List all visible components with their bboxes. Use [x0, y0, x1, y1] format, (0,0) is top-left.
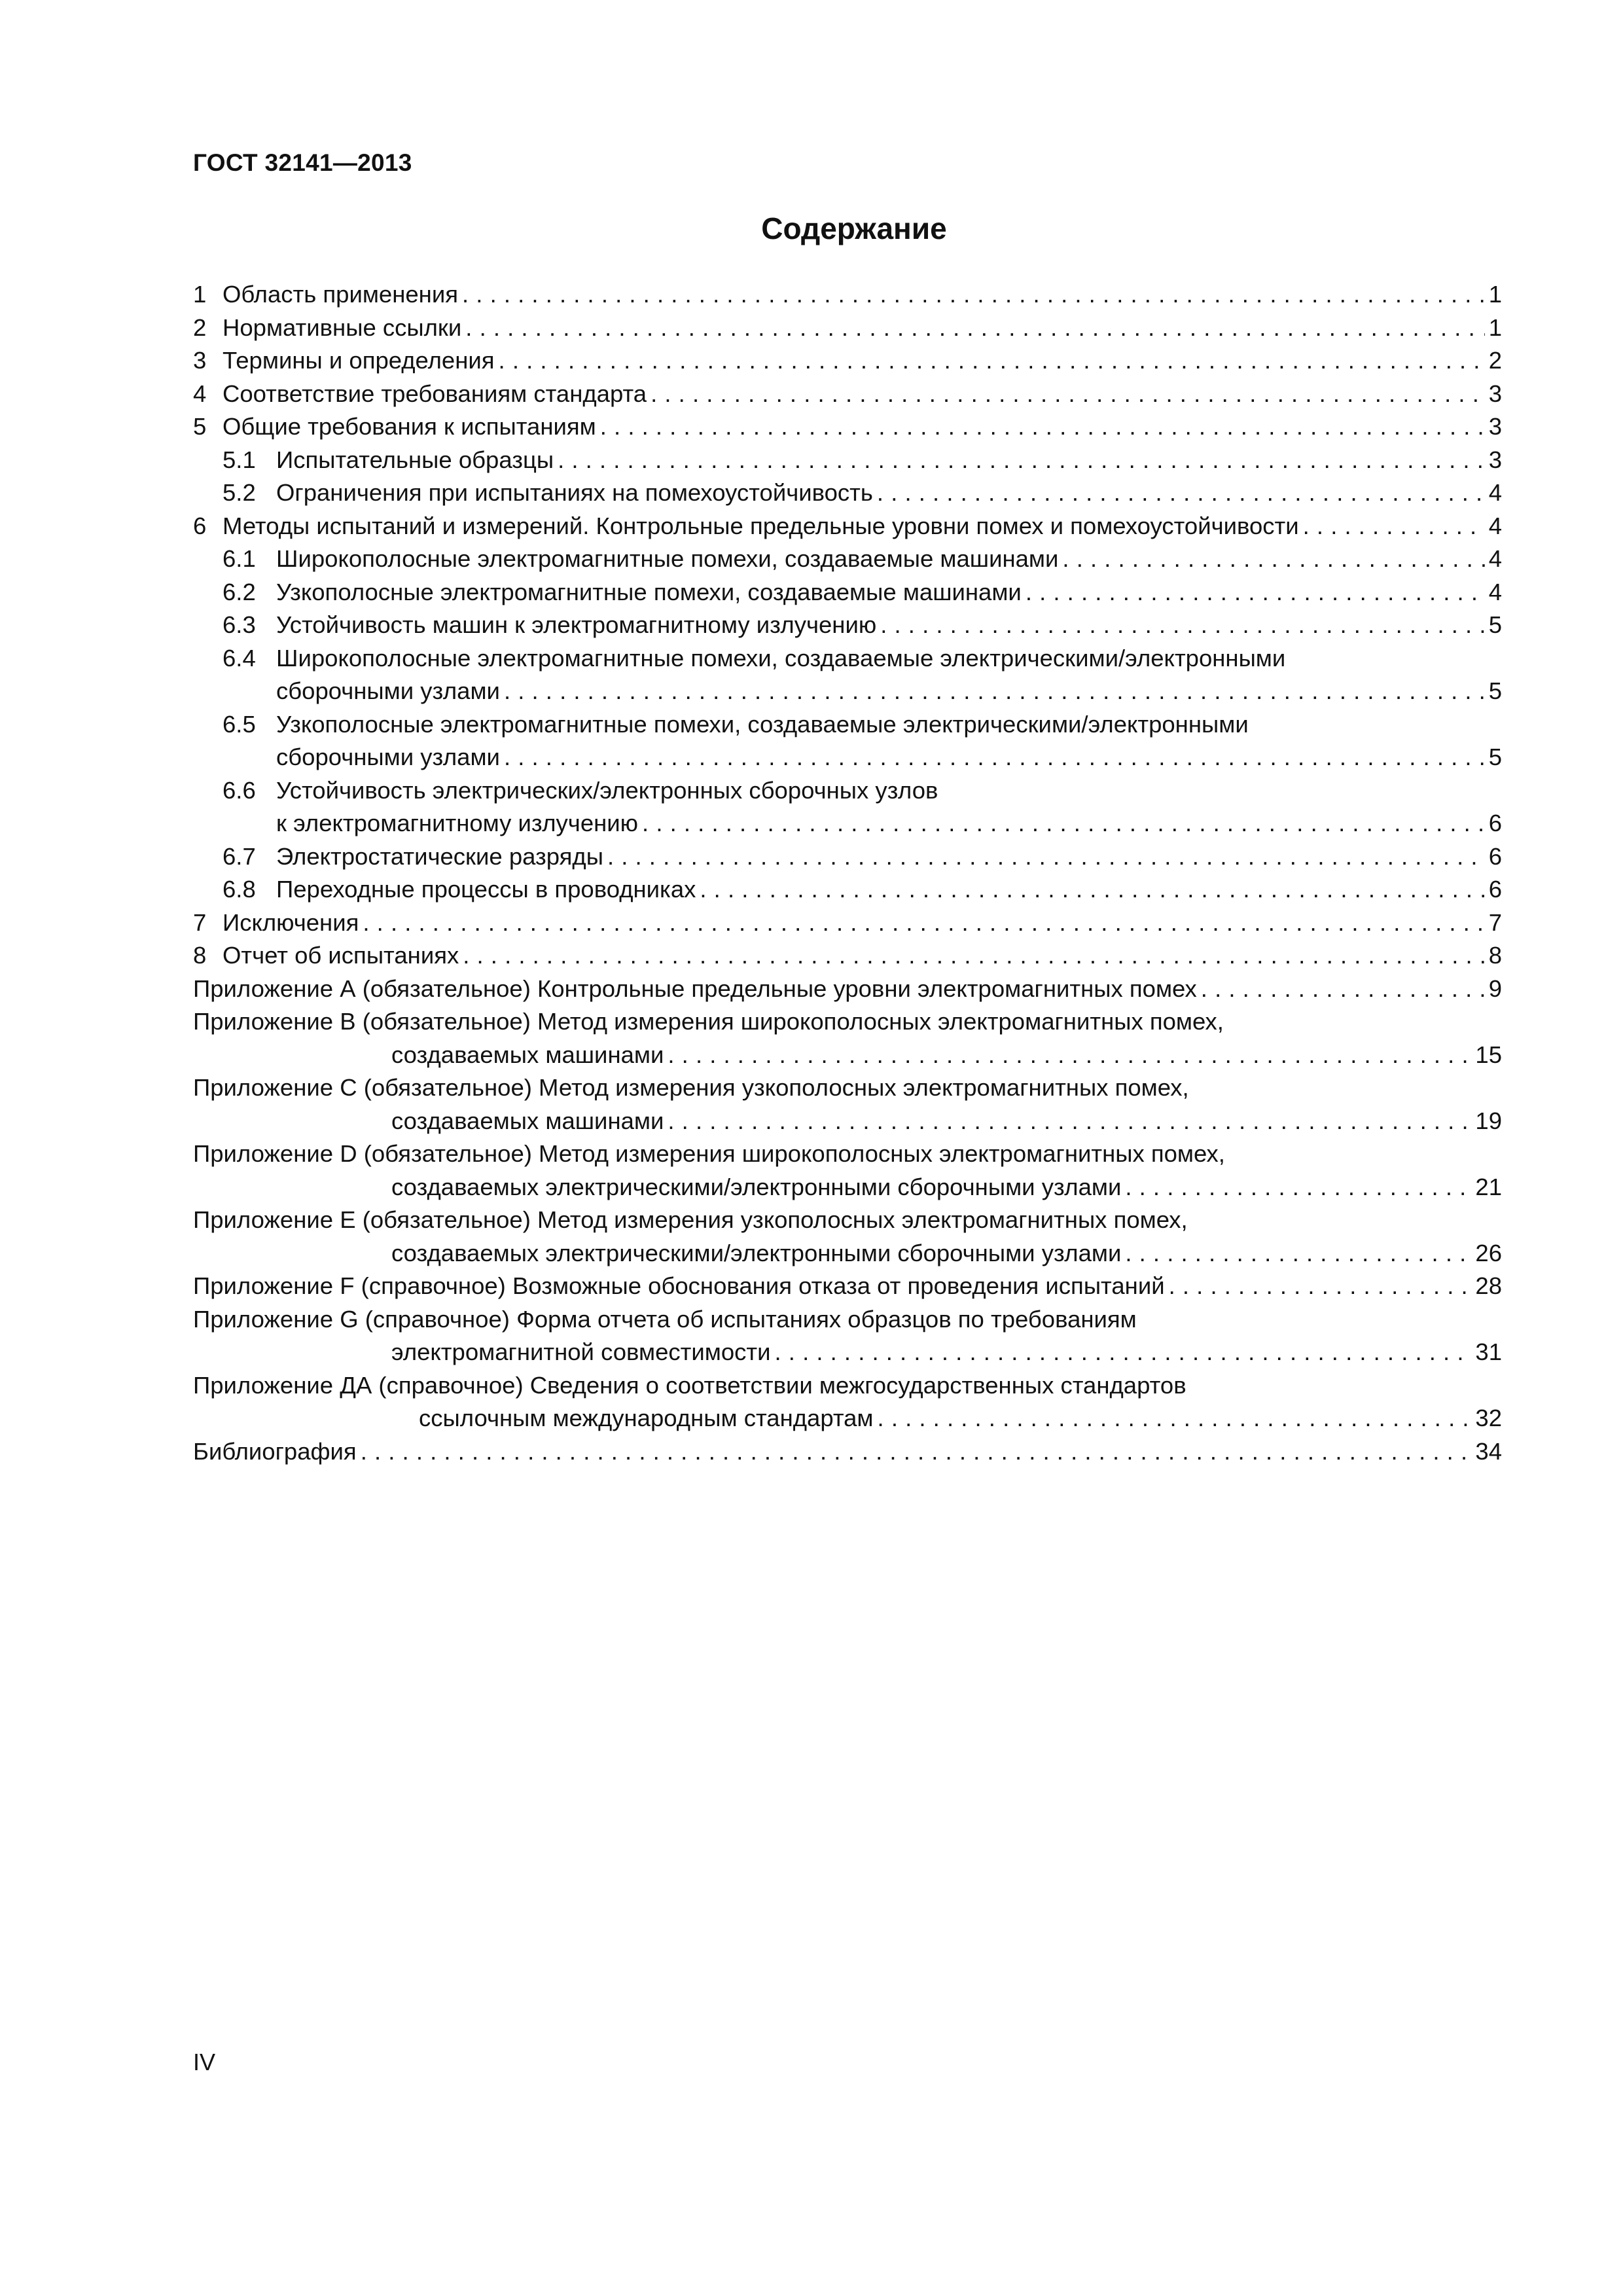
- toc-entry-6-2[interactable]: [193, 576, 1502, 609]
- toc-page: 21: [1475, 1173, 1502, 1200]
- toc-entry-8[interactable]: [193, 939, 1502, 973]
- toc-title: Приложение В (обязательное) Метод измерения широкополосных электромагнитных помех,: [193, 1008, 1224, 1035]
- toc-title-continued: создаваемых электрическими/электронными сборочными узлами: [391, 1239, 1122, 1266]
- toc-page: 4: [1488, 479, 1502, 506]
- toc-page: 32: [1475, 1405, 1502, 1431]
- toc-title: Общие требования к испытаниям: [223, 413, 596, 440]
- toc-number: 6.5: [223, 710, 256, 738]
- toc-title: Приложение С (обязательное) Метод измерения узкополосных электромагнитных помех,: [193, 1074, 1189, 1101]
- toc-appendix-b-continued[interactable]: [193, 1039, 1502, 1072]
- toc-title: Приложение Е (обязательное) Метод измерения узкополосных электромагнитных помех,: [193, 1206, 1188, 1233]
- toc-appendix-da[interactable]: [193, 1369, 1502, 1403]
- toc-entry-5[interactable]: [193, 410, 1502, 444]
- toc-entry-6[interactable]: [193, 510, 1502, 543]
- toc-entry-2[interactable]: [193, 312, 1502, 345]
- toc-title: Нормативные ссылки: [223, 314, 462, 341]
- toc-page: 9: [1488, 975, 1502, 1002]
- toc-page: 5: [1488, 677, 1502, 704]
- toc-appendix-da-continued[interactable]: [193, 1402, 1502, 1435]
- dot-leader: [668, 1039, 1471, 1072]
- toc-page: 8: [1488, 942, 1502, 969]
- page-title: Содержание: [761, 211, 947, 245]
- toc-page: 1: [1488, 314, 1502, 341]
- toc-entry-6-4[interactable]: [193, 642, 1502, 675]
- toc-entry-6-4-continued[interactable]: [193, 675, 1502, 708]
- toc-page: 28: [1475, 1272, 1502, 1299]
- dot-leader: [642, 807, 1485, 840]
- dot-leader: [651, 378, 1485, 411]
- dot-leader: [363, 906, 1484, 940]
- dot-leader: [1125, 1237, 1471, 1270]
- toc-page: 5: [1488, 611, 1502, 638]
- dot-leader: [877, 476, 1485, 510]
- toc-page: 3: [1488, 380, 1502, 407]
- toc-number: 6.7: [223, 842, 256, 870]
- toc-entry-6-6[interactable]: [193, 774, 1502, 808]
- toc-title: Устойчивость машин к электромагнитному излучению: [276, 611, 877, 638]
- toc-appendix-g-continued[interactable]: [193, 1336, 1502, 1369]
- toc-page: 4: [1488, 545, 1502, 572]
- toc-appendix-e-continued[interactable]: [193, 1237, 1502, 1270]
- toc-number: 7: [193, 908, 207, 936]
- toc-number: 5.2: [223, 479, 256, 506]
- document-code: ГОСТ 32141—2013: [193, 149, 412, 176]
- dot-leader: [878, 1402, 1472, 1435]
- toc-title: Ограничения при испытаниях на помехоустойчивость: [276, 479, 873, 506]
- toc-entry-3[interactable]: [193, 344, 1502, 378]
- toc-number: 6.3: [223, 611, 256, 638]
- toc-title-continued: к электромагнитному излучению: [276, 810, 639, 836]
- toc-number: 4: [193, 380, 207, 407]
- toc-entry-5-2[interactable]: [193, 476, 1502, 510]
- toc-bibliography[interactable]: [193, 1435, 1502, 1469]
- toc-page: 7: [1488, 908, 1502, 936]
- toc-title: Соответствие требованиям стандарта: [223, 380, 647, 407]
- dot-leader: [462, 278, 1485, 312]
- toc-title: Устойчивость электрических/электронных сборочных узлов: [276, 776, 938, 804]
- toc-title-continued: электромагнитной совместимости: [391, 1338, 771, 1365]
- dot-leader: [1062, 543, 1484, 576]
- toc-page: 6: [1488, 842, 1502, 870]
- dot-leader: [361, 1435, 1472, 1469]
- toc-entry-1[interactable]: [193, 278, 1502, 312]
- dot-leader: [1026, 576, 1485, 609]
- toc-title-continued: ссылочным международным стандартам: [419, 1405, 874, 1431]
- dot-leader: [1125, 1171, 1471, 1204]
- dot-leader: [1169, 1270, 1472, 1303]
- toc-number: 6.4: [223, 644, 256, 672]
- toc-entry-5-1[interactable]: [193, 444, 1502, 477]
- toc-page: 26: [1475, 1239, 1502, 1266]
- dot-leader: [1303, 510, 1485, 543]
- toc-title: Электростатические разряды: [276, 842, 603, 870]
- toc-entry-6-6-continued[interactable]: [193, 807, 1502, 840]
- toc-title-continued: создаваемых машинами: [391, 1041, 664, 1068]
- toc-number: 6.6: [223, 776, 256, 804]
- dot-leader: [558, 444, 1485, 477]
- toc-number: 6: [193, 512, 207, 539]
- dot-leader: [668, 1105, 1471, 1138]
- table-of-contents: [193, 278, 1502, 1468]
- toc-number: 5.1: [223, 446, 256, 473]
- toc-page: 31: [1475, 1338, 1502, 1365]
- toc-number: 6.1: [223, 545, 256, 572]
- dot-leader: [504, 675, 1485, 708]
- toc-title: Приложение ДА (справочное) Сведения о соответствии межгосударственных стандартов: [193, 1371, 1186, 1399]
- dot-leader: [465, 312, 1484, 345]
- toc-page: 4: [1488, 578, 1502, 605]
- toc-title: Методы испытаний и измерений. Контрольные предельные уровни помех и помехоустойчивости: [223, 512, 1299, 539]
- page-number: IV: [193, 2049, 216, 2075]
- toc-title: Широкополосные электромагнитные помехи, создаваемые электрическими/электронными: [276, 644, 1286, 672]
- toc-title: Исключения: [223, 908, 359, 936]
- dot-leader: [775, 1336, 1472, 1369]
- dot-leader: [463, 939, 1484, 973]
- toc-entry-6-3[interactable]: [193, 609, 1502, 642]
- toc-title-continued: сборочными узлами: [276, 677, 500, 704]
- dot-leader: [880, 609, 1484, 642]
- toc-entry-6-5-continued[interactable]: [193, 741, 1502, 774]
- toc-entry-6-5[interactable]: [193, 708, 1502, 742]
- toc-page: 15: [1475, 1041, 1502, 1068]
- toc-appendix-g[interactable]: [193, 1303, 1502, 1336]
- toc-title-continued: сборочными узлами: [276, 744, 500, 770]
- dot-leader: [1201, 973, 1485, 1006]
- toc-title: Термины и определения: [223, 347, 495, 374]
- dot-leader: [504, 741, 1485, 774]
- toc-appendix-d[interactable]: [193, 1138, 1502, 1171]
- toc-page: 3: [1488, 446, 1502, 473]
- toc-title: Узкополосные электромагнитные помехи, создаваемые машинами: [276, 578, 1022, 605]
- dot-leader: [499, 344, 1485, 378]
- toc-title: Испытательные образцы: [276, 446, 554, 473]
- toc-appendix-f[interactable]: [193, 1270, 1502, 1303]
- toc-page: 6: [1488, 810, 1502, 836]
- toc-page: 34: [1475, 1437, 1502, 1465]
- toc-page: 5: [1488, 744, 1502, 770]
- toc-entry-6-1[interactable]: [193, 543, 1502, 576]
- dot-leader: [607, 840, 1485, 874]
- dot-leader: [600, 410, 1485, 444]
- toc-appendix-b[interactable]: [193, 1005, 1502, 1039]
- toc-page: 1: [1488, 281, 1502, 308]
- toc-entry-6-8[interactable]: [193, 873, 1502, 906]
- toc-number: 8: [193, 942, 207, 969]
- dot-leader: [700, 873, 1484, 906]
- toc-entry-7[interactable]: [193, 906, 1502, 940]
- toc-page: 4: [1488, 512, 1502, 539]
- toc-appendix-a[interactable]: [193, 973, 1502, 1006]
- toc-title: Отчет об испытаниях: [223, 942, 459, 969]
- toc-number: 3: [193, 347, 207, 374]
- toc-number: 5: [193, 413, 207, 440]
- toc-page: 2: [1488, 347, 1502, 374]
- toc-title: Широкополосные электромагнитные помехи, создаваемые машинами: [276, 545, 1059, 572]
- toc-appendix-c[interactable]: [193, 1071, 1502, 1105]
- toc-title-continued: создаваемых электрическими/электронными сборочными узлами: [391, 1173, 1122, 1200]
- toc-number: 6.8: [223, 876, 256, 903]
- toc-title: Область применения: [223, 281, 458, 308]
- toc-number: 6.2: [223, 578, 256, 605]
- toc-title-continued: создаваемых машинами: [391, 1107, 664, 1134]
- toc-title: Приложение D (обязательное) Метод измерения широкополосных электромагнитных помех,: [193, 1140, 1225, 1167]
- toc-title: Узкополосные электромагнитные помехи, создаваемые электрическими/электронными: [276, 710, 1249, 738]
- toc-title: Приложение А (обязательное) Контрольные предельные уровни электромагнитных помех: [193, 975, 1197, 1002]
- toc-page: 3: [1488, 413, 1502, 440]
- toc-title: Переходные процессы в проводниках: [276, 876, 696, 903]
- toc-appendix-e[interactable]: [193, 1204, 1502, 1237]
- toc-title: Приложение F (справочное) Возможные обоснования отказа от проведения испытаний: [193, 1272, 1165, 1299]
- toc-title: Приложение G (справочное) Форма отчета об испытаниях образцов по требованиям: [193, 1305, 1137, 1333]
- toc-page: 6: [1488, 876, 1502, 903]
- toc-entry-6-7[interactable]: [193, 840, 1502, 874]
- toc-appendix-c-continued[interactable]: [193, 1105, 1502, 1138]
- toc-page: 19: [1475, 1107, 1502, 1134]
- toc-number: 1: [193, 281, 207, 308]
- toc-title: Библиография: [193, 1437, 357, 1465]
- toc-entry-4[interactable]: [193, 378, 1502, 411]
- toc-number: 2: [193, 314, 207, 341]
- toc-appendix-d-continued[interactable]: [193, 1171, 1502, 1204]
